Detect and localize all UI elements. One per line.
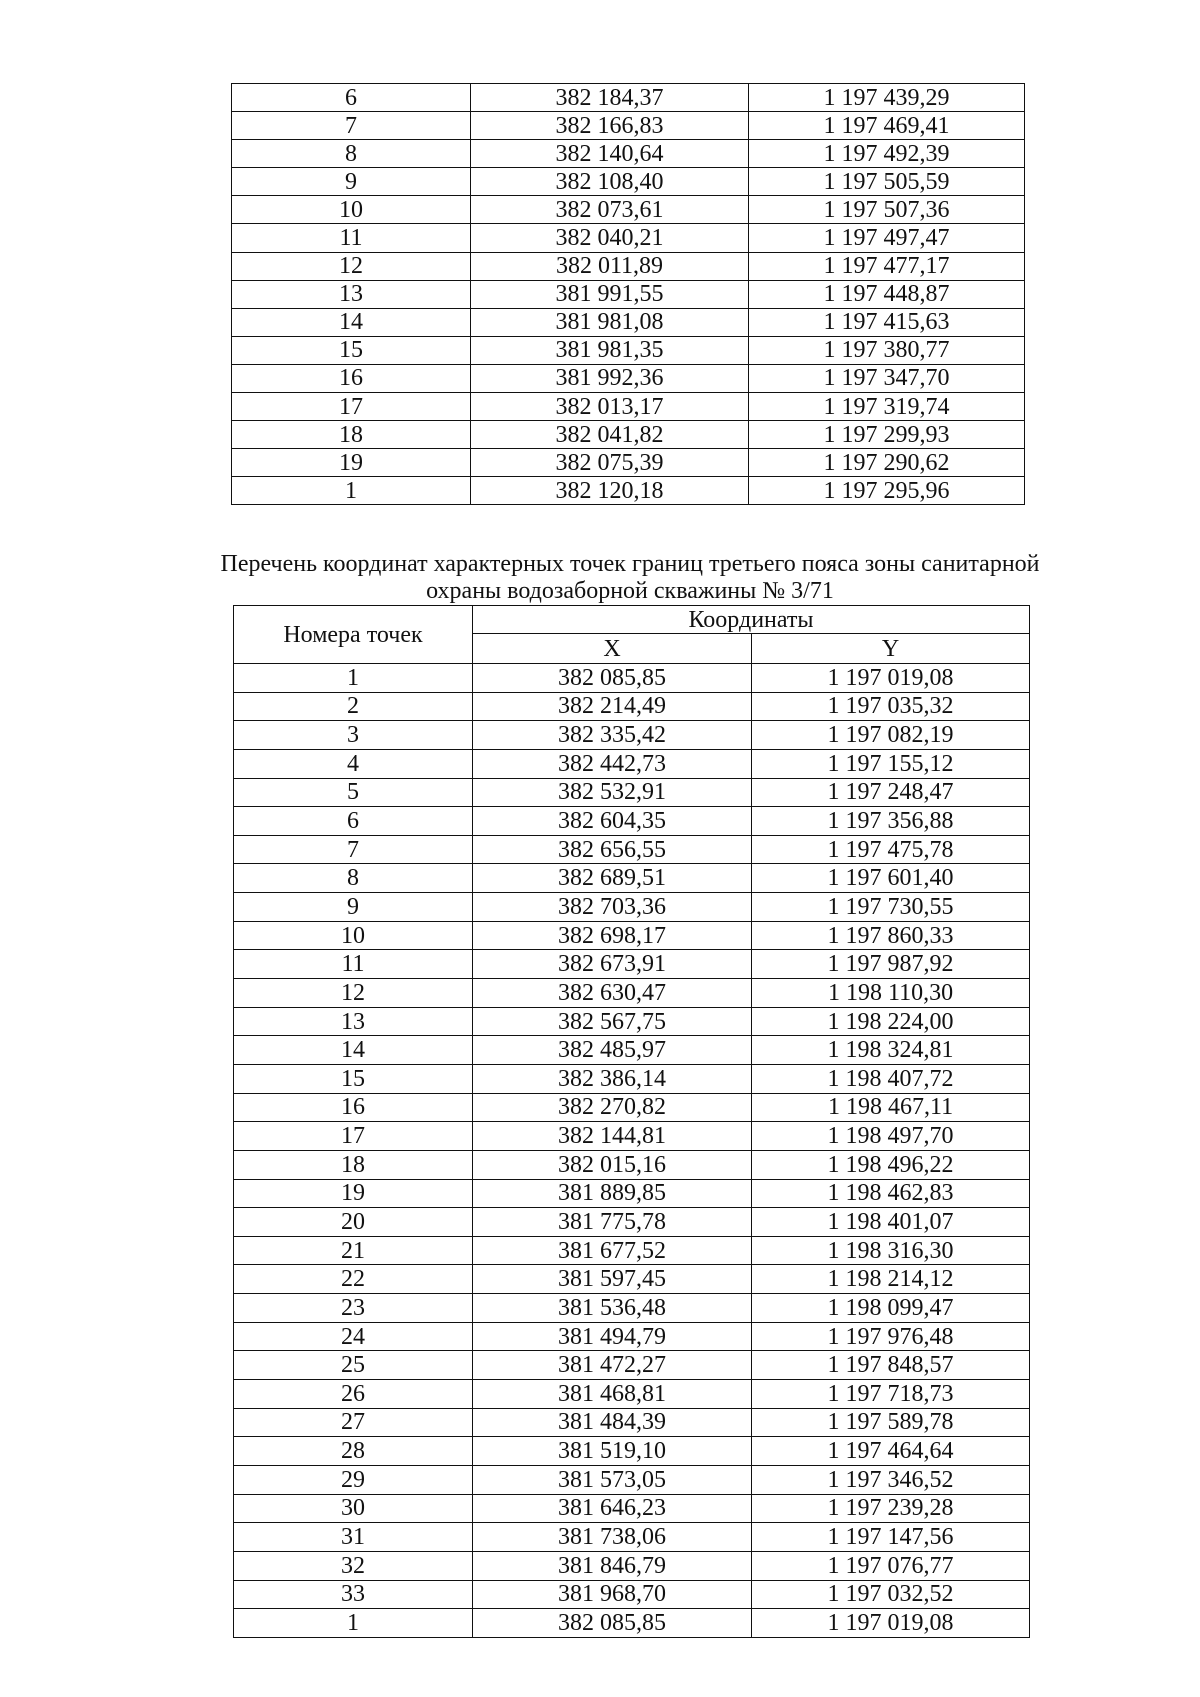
third-zone-coordinates-table <box>233 605 1030 1638</box>
point-number-cell: 8 <box>232 140 471 168</box>
table-row <box>234 979 1030 1008</box>
table-row <box>232 84 1025 112</box>
x-coordinate-cell: 382 166,83 <box>471 112 749 140</box>
table-row <box>234 1150 1030 1179</box>
x-coordinate-cell: 382 140,64 <box>471 140 749 168</box>
x-coordinate-cell: 381 597,45 <box>473 1265 752 1294</box>
table-row <box>234 1580 1030 1609</box>
y-coordinate-cell: 1 198 099,47 <box>752 1294 1030 1323</box>
y-coordinate-cell: 1 197 505,59 <box>749 168 1025 196</box>
y-coordinate-cell: 1 197 439,29 <box>749 84 1025 112</box>
point-number-cell: 4 <box>234 749 473 778</box>
x-coordinate-cell: 382 689,51 <box>473 864 752 893</box>
x-coordinate-cell: 382 485,97 <box>473 1036 752 1065</box>
y-coordinate-cell: 1 197 147,56 <box>752 1523 1030 1552</box>
y-coordinate-cell: 1 198 407,72 <box>752 1064 1030 1093</box>
y-coordinate-cell: 1 197 448,87 <box>749 280 1025 308</box>
point-number-cell: 9 <box>234 893 473 922</box>
y-coordinate-cell: 1 197 076,77 <box>752 1551 1030 1580</box>
x-coordinate-cell: 382 656,55 <box>473 835 752 864</box>
y-coordinate-cell: 1 197 464,64 <box>752 1437 1030 1466</box>
table-header <box>234 606 1030 664</box>
x-coordinate-cell: 382 386,14 <box>473 1064 752 1093</box>
point-number-cell: 30 <box>234 1494 473 1523</box>
y-coordinate-cell: 1 197 082,19 <box>752 721 1030 750</box>
y-coordinate-cell: 1 198 316,30 <box>752 1236 1030 1265</box>
y-coordinate-cell: 1 198 401,07 <box>752 1208 1030 1237</box>
table-row <box>234 1494 1030 1523</box>
table-row <box>232 449 1025 477</box>
continuation-coordinates-table <box>231 83 1025 505</box>
x-coordinate-cell: 381 992,36 <box>471 364 749 392</box>
y-coordinate-cell: 1 197 492,39 <box>749 140 1025 168</box>
y-coordinate-cell: 1 197 589,78 <box>752 1408 1030 1437</box>
table-row <box>232 280 1025 308</box>
x-coordinate-cell: 382 184,37 <box>471 84 749 112</box>
y-coordinate-cell: 1 197 019,08 <box>752 1609 1030 1638</box>
y-coordinate-cell: 1 197 032,52 <box>752 1580 1030 1609</box>
table-row <box>234 1408 1030 1437</box>
x-coordinate-cell: 381 775,78 <box>473 1208 752 1237</box>
x-coordinate-cell: 382 040,21 <box>471 224 749 252</box>
table-row <box>234 1551 1030 1580</box>
point-number-cell: 19 <box>232 449 471 477</box>
point-number-cell: 8 <box>234 864 473 893</box>
y-coordinate-cell: 1 197 507,36 <box>749 196 1025 224</box>
x-coordinate-cell: 382 442,73 <box>473 749 752 778</box>
table-row <box>232 112 1025 140</box>
y-coordinate-cell: 1 198 497,70 <box>752 1122 1030 1151</box>
x-coordinate-cell: 381 536,48 <box>473 1294 752 1323</box>
y-coordinate-cell: 1 197 019,08 <box>752 664 1030 693</box>
y-coordinate-cell: 1 197 718,73 <box>752 1380 1030 1409</box>
point-number-cell: 13 <box>232 280 471 308</box>
y-coordinate-cell: 1 197 987,92 <box>752 950 1030 979</box>
y-coordinate-cell: 1 197 730,55 <box>752 893 1030 922</box>
table-row <box>234 1236 1030 1265</box>
table-row <box>232 308 1025 336</box>
table-row <box>234 1064 1030 1093</box>
point-number-cell: 21 <box>234 1236 473 1265</box>
y-coordinate-cell: 1 197 248,47 <box>752 778 1030 807</box>
y-coordinate-cell: 1 197 860,33 <box>752 921 1030 950</box>
x-coordinate-cell: 382 073,61 <box>471 196 749 224</box>
y-coordinate-cell: 1 198 496,22 <box>752 1150 1030 1179</box>
third-zone-table-body <box>234 664 1030 1638</box>
y-coordinate-cell: 1 198 214,12 <box>752 1265 1030 1294</box>
x-coordinate-cell: 381 468,81 <box>473 1380 752 1409</box>
y-coordinate-cell: 1 198 462,83 <box>752 1179 1030 1208</box>
y-coordinate-cell: 1 197 848,57 <box>752 1351 1030 1380</box>
point-number-cell: 16 <box>234 1093 473 1122</box>
header-point-numbers: Номера точек <box>234 606 473 664</box>
point-number-cell: 11 <box>232 224 471 252</box>
point-number-cell: 22 <box>234 1265 473 1294</box>
table-row <box>234 1294 1030 1323</box>
x-coordinate-cell: 381 573,05 <box>473 1465 752 1494</box>
y-coordinate-cell: 1 197 469,41 <box>749 112 1025 140</box>
x-coordinate-cell: 381 494,79 <box>473 1322 752 1351</box>
y-coordinate-cell: 1 198 110,30 <box>752 979 1030 1008</box>
table-row <box>232 477 1025 505</box>
point-number-cell: 12 <box>234 979 473 1008</box>
table-row <box>234 1609 1030 1638</box>
point-number-cell: 25 <box>234 1351 473 1380</box>
point-number-cell: 11 <box>234 950 473 979</box>
x-coordinate-cell: 381 484,39 <box>473 1408 752 1437</box>
table-row <box>234 692 1030 721</box>
table-row <box>234 864 1030 893</box>
point-number-cell: 15 <box>234 1064 473 1093</box>
x-coordinate-cell: 382 604,35 <box>473 807 752 836</box>
table-row <box>232 421 1025 449</box>
x-coordinate-cell: 382 630,47 <box>473 979 752 1008</box>
point-number-cell: 9 <box>232 168 471 196</box>
heading-line-2: охраны водозаборной скважины № 3/71 <box>426 577 834 604</box>
table-row <box>232 168 1025 196</box>
x-coordinate-cell: 381 981,08 <box>471 308 749 336</box>
table-row <box>234 721 1030 750</box>
x-coordinate-cell: 382 011,89 <box>471 252 749 280</box>
y-coordinate-cell: 1 197 497,47 <box>749 224 1025 252</box>
x-coordinate-cell: 382 015,16 <box>473 1150 752 1179</box>
table-row <box>234 835 1030 864</box>
point-number-cell: 19 <box>234 1179 473 1208</box>
x-coordinate-cell: 381 889,85 <box>473 1179 752 1208</box>
continuation-table-body <box>232 84 1025 505</box>
point-number-cell: 24 <box>234 1322 473 1351</box>
x-coordinate-cell: 381 738,06 <box>473 1523 752 1552</box>
table-row <box>234 1523 1030 1552</box>
point-number-cell: 6 <box>232 84 471 112</box>
table-row <box>232 364 1025 392</box>
point-number-cell: 27 <box>234 1408 473 1437</box>
point-number-cell: 12 <box>232 252 471 280</box>
point-number-cell: 31 <box>234 1523 473 1552</box>
table-row <box>234 921 1030 950</box>
heading-line-1: Перечень координат характерных точек границ третьего пояса зоны санитарной <box>220 551 1040 577</box>
point-number-cell: 10 <box>234 921 473 950</box>
point-number-cell: 14 <box>234 1036 473 1065</box>
point-number-cell: 29 <box>234 1465 473 1494</box>
point-number-cell: 7 <box>234 835 473 864</box>
x-coordinate-cell: 382 698,17 <box>473 921 752 950</box>
y-coordinate-cell: 1 197 035,32 <box>752 692 1030 721</box>
section-heading <box>150 551 1110 605</box>
table-row <box>232 224 1025 252</box>
y-coordinate-cell: 1 198 467,11 <box>752 1093 1030 1122</box>
x-coordinate-cell: 382 085,85 <box>473 1609 752 1638</box>
table-row <box>234 1036 1030 1065</box>
table-row <box>234 893 1030 922</box>
y-coordinate-cell: 1 197 155,12 <box>752 749 1030 778</box>
header-coordinates: Координаты <box>473 606 1030 634</box>
x-coordinate-cell: 381 846,79 <box>473 1551 752 1580</box>
table-row <box>234 1265 1030 1294</box>
x-coordinate-cell: 382 041,82 <box>471 421 749 449</box>
x-coordinate-cell: 382 085,85 <box>473 664 752 693</box>
point-number-cell: 3 <box>234 721 473 750</box>
point-number-cell: 18 <box>232 421 471 449</box>
y-coordinate-cell: 1 197 290,62 <box>749 449 1025 477</box>
table-row <box>232 140 1025 168</box>
table-row <box>232 393 1025 421</box>
point-number-cell: 7 <box>232 112 471 140</box>
point-number-cell: 13 <box>234 1007 473 1036</box>
x-coordinate-cell: 381 519,10 <box>473 1437 752 1466</box>
point-number-cell: 20 <box>234 1208 473 1237</box>
header-x: X <box>473 634 752 664</box>
point-number-cell: 26 <box>234 1380 473 1409</box>
table-row <box>232 336 1025 364</box>
table-row <box>234 1322 1030 1351</box>
y-coordinate-cell: 1 197 299,93 <box>749 421 1025 449</box>
x-coordinate-cell: 381 991,55 <box>471 280 749 308</box>
x-coordinate-cell: 381 472,27 <box>473 1351 752 1380</box>
x-coordinate-cell: 382 270,82 <box>473 1093 752 1122</box>
point-number-cell: 16 <box>232 364 471 392</box>
y-coordinate-cell: 1 197 415,63 <box>749 308 1025 336</box>
y-coordinate-cell: 1 197 319,74 <box>749 393 1025 421</box>
x-coordinate-cell: 382 075,39 <box>471 449 749 477</box>
x-coordinate-cell: 382 673,91 <box>473 950 752 979</box>
y-coordinate-cell: 1 197 356,88 <box>752 807 1030 836</box>
table-row <box>234 950 1030 979</box>
x-coordinate-cell: 382 335,42 <box>473 721 752 750</box>
table-row <box>234 1208 1030 1237</box>
table-row <box>232 196 1025 224</box>
point-number-cell: 6 <box>234 807 473 836</box>
table-row <box>234 1380 1030 1409</box>
table-row <box>234 1007 1030 1036</box>
y-coordinate-cell: 1 197 239,28 <box>752 1494 1030 1523</box>
x-coordinate-cell: 381 968,70 <box>473 1580 752 1609</box>
y-coordinate-cell: 1 197 346,52 <box>752 1465 1030 1494</box>
point-number-cell: 1 <box>234 1609 473 1638</box>
y-coordinate-cell: 1 198 324,81 <box>752 1036 1030 1065</box>
point-number-cell: 23 <box>234 1294 473 1323</box>
x-coordinate-cell: 382 013,17 <box>471 393 749 421</box>
y-coordinate-cell: 1 197 347,70 <box>749 364 1025 392</box>
x-coordinate-cell: 381 981,35 <box>471 336 749 364</box>
y-coordinate-cell: 1 197 976,48 <box>752 1322 1030 1351</box>
point-number-cell: 10 <box>232 196 471 224</box>
x-coordinate-cell: 382 567,75 <box>473 1007 752 1036</box>
point-number-cell: 33 <box>234 1580 473 1609</box>
x-coordinate-cell: 382 532,91 <box>473 778 752 807</box>
y-coordinate-cell: 1 197 295,96 <box>749 477 1025 505</box>
x-coordinate-cell: 382 108,40 <box>471 168 749 196</box>
x-coordinate-cell: 381 646,23 <box>473 1494 752 1523</box>
table-row <box>232 252 1025 280</box>
y-coordinate-cell: 1 198 224,00 <box>752 1007 1030 1036</box>
table-row <box>234 1093 1030 1122</box>
y-coordinate-cell: 1 197 380,77 <box>749 336 1025 364</box>
table-row <box>234 778 1030 807</box>
table-row <box>234 1179 1030 1208</box>
table-row <box>234 1437 1030 1466</box>
table-row <box>234 807 1030 836</box>
point-number-cell: 15 <box>232 336 471 364</box>
table-row <box>234 1351 1030 1380</box>
point-number-cell: 18 <box>234 1150 473 1179</box>
point-number-cell: 1 <box>234 664 473 693</box>
table-row <box>234 749 1030 778</box>
table-row <box>234 664 1030 693</box>
x-coordinate-cell: 382 120,18 <box>471 477 749 505</box>
point-number-cell: 14 <box>232 308 471 336</box>
y-coordinate-cell: 1 197 601,40 <box>752 864 1030 893</box>
table-row <box>234 1465 1030 1494</box>
x-coordinate-cell: 382 703,36 <box>473 893 752 922</box>
point-number-cell: 2 <box>234 692 473 721</box>
point-number-cell: 5 <box>234 778 473 807</box>
y-coordinate-cell: 1 197 475,78 <box>752 835 1030 864</box>
point-number-cell: 17 <box>234 1122 473 1151</box>
x-coordinate-cell: 382 144,81 <box>473 1122 752 1151</box>
x-coordinate-cell: 381 677,52 <box>473 1236 752 1265</box>
table-row <box>234 1122 1030 1151</box>
point-number-cell: 1 <box>232 477 471 505</box>
x-coordinate-cell: 382 214,49 <box>473 692 752 721</box>
header-y: Y <box>752 634 1030 664</box>
point-number-cell: 32 <box>234 1551 473 1580</box>
point-number-cell: 17 <box>232 393 471 421</box>
point-number-cell: 28 <box>234 1437 473 1466</box>
y-coordinate-cell: 1 197 477,17 <box>749 252 1025 280</box>
